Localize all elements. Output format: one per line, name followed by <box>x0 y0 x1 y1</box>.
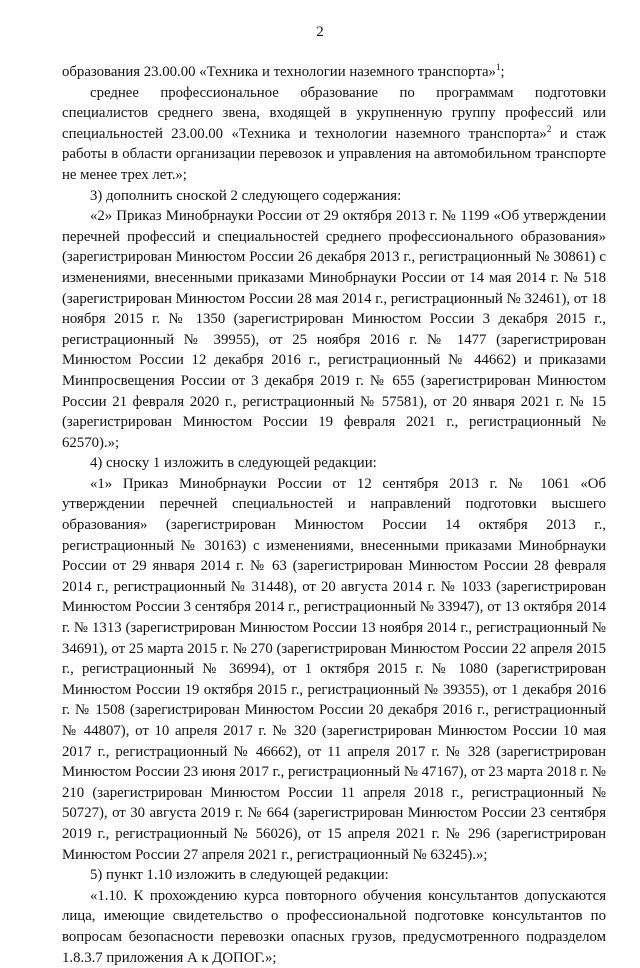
paragraph-education-requirement <box>62 83 606 186</box>
paragraph-tail: и стаж работы в области организации перевозок и управления на автомобильном транспорте не менее трех лет.»; <box>62 125 606 183</box>
paragraph-text: образования 23.00.00 «Техника и технологии наземного транспорта» <box>62 64 496 80</box>
footnote-marker: 2 <box>546 123 552 134</box>
paragraph-footnote-2: «2» Приказ Минобрнауки России от 29 октября 2013 г. № 1199 «Об утверждении перечней профессий и специальностей среднего профессионального образования» (зарегистрирован Минюстом России 26 декабря 2013 г., регистрационный № 30861) с изменениями, внесенными приказами Минобрнауки России от 14 мая 2014 г. № 518 (зарегистрирован Минюстом России 28 мая 2014 г., регистрационный № 32461), от 18 ноября 2015 г. № 1350 (зарегистрирован Минюстом России 3 декабря 2015 г., регистрационный № 39955), от 25 ноября 2016 г. № 1477 (зарегистрирован Минюстом России 12 декабря 2016 г., регистрационный № 44662) и приказами Минпросвещения России от 3 декабря 2019 г. № 655 (зарегистрирован Минюстом России 21 февраля 2020 г., регистрационный № 57581), от 20 января 2021 г. № 15 (зарегистрирован Минюстом России 19 февраля 2021 г., регистрационный № 62570).»; <box>62 208 606 451</box>
paragraph-item-5: 5) пункт 1.10 изложить в следующей редакции: <box>90 867 389 884</box>
paragraph-item-3: 3) дополнить сноской 2 следующего содержания: <box>90 187 402 204</box>
paragraph-continuation <box>62 62 606 83</box>
paragraph-item-4: 4) сноску 1 изложить в следующей редакции: <box>90 455 377 472</box>
paragraph-footnote-1: «1» Приказ Минобрнауки России от 12 сентября 2013 г. № 1061 «Об утверждении перечней специальностей и направлений подготовки высшего образования» (зарегистрирован Минюстом России 14 октября 2013 г., регистрационный № 30163) с изменениями, внесенными приказами Минобрнауки России от 29 января 2014 г. № 63 (зарегистрирован Минюстом России 28 февраля 2014 г., регистрационный № 31448), от 20 августа 2014 г. № 1033 (зарегистрирован Минюстом России 3 сентября 2014 г., регистрационный № 33947), от 13 октября 2014 г. № 1313 (зарегистрирован Минюстом России 13 ноября 2014 г., регистрационный № 34691), от 25 марта 2015 г. № 270 (зарегистрирован Минюстом России 22 апреля 2015 г., регистрационный № 36994), от 1 октября 2015 г. № 1080 (зарегистрирован Минюстом России 19 октября 2015 г., регистрационный № 39355), от 1 декабря 2016 г. № 1508 (зарегистрирован Минюстом России 20 декабря 2016 г., регистрационный № 44807), от 10 апреля 2017 г. № 320 (зарегистрирован Минюстом России 10 мая 2017 г., регистрационный № 46662), от 11 апреля 2017 г. № 328 (зарегистрирован Минюстом России 23 июня 2017 г., регистрационный № 47167), от 23 марта 2018 г. № 210 (зарегистрирован Минюстом России 11 апреля 2018 г., регистрационный № 50727), от 30 августа 2019 г. № 664 (зарегистрирован Минюстом России 23 сентября 2019 г., регистрационный № 56026), от 15 апреля 2021 г. № 296 (зарегистрирован Минюстом России 27 апреля 2021 г., регистрационный № 63245).»; <box>62 475 606 863</box>
paragraph-clause-1-10: «1.10. К прохождению курса повторного обучения консультантов допускаются лица, имеющие свидетельство о профессиональной подготовке консультантов по вопросам безопасности перевозки опасных грузов, предусмотренного подразделом 1.8.3.7 приложения А к ДОПОГ.»; <box>62 887 606 966</box>
document-body <box>62 62 606 968</box>
paragraph-text: среднее профессиональное образование по программам подготовки специалистов среднего звена, входящей в укрупненную группу профессий или специальностей 23.00.00 «Техника и технологии наземного транспорта» <box>62 84 606 142</box>
paragraph-tail: ; <box>500 64 505 80</box>
page-number: 2 <box>316 24 324 40</box>
footnote-marker: 1 <box>495 62 501 73</box>
